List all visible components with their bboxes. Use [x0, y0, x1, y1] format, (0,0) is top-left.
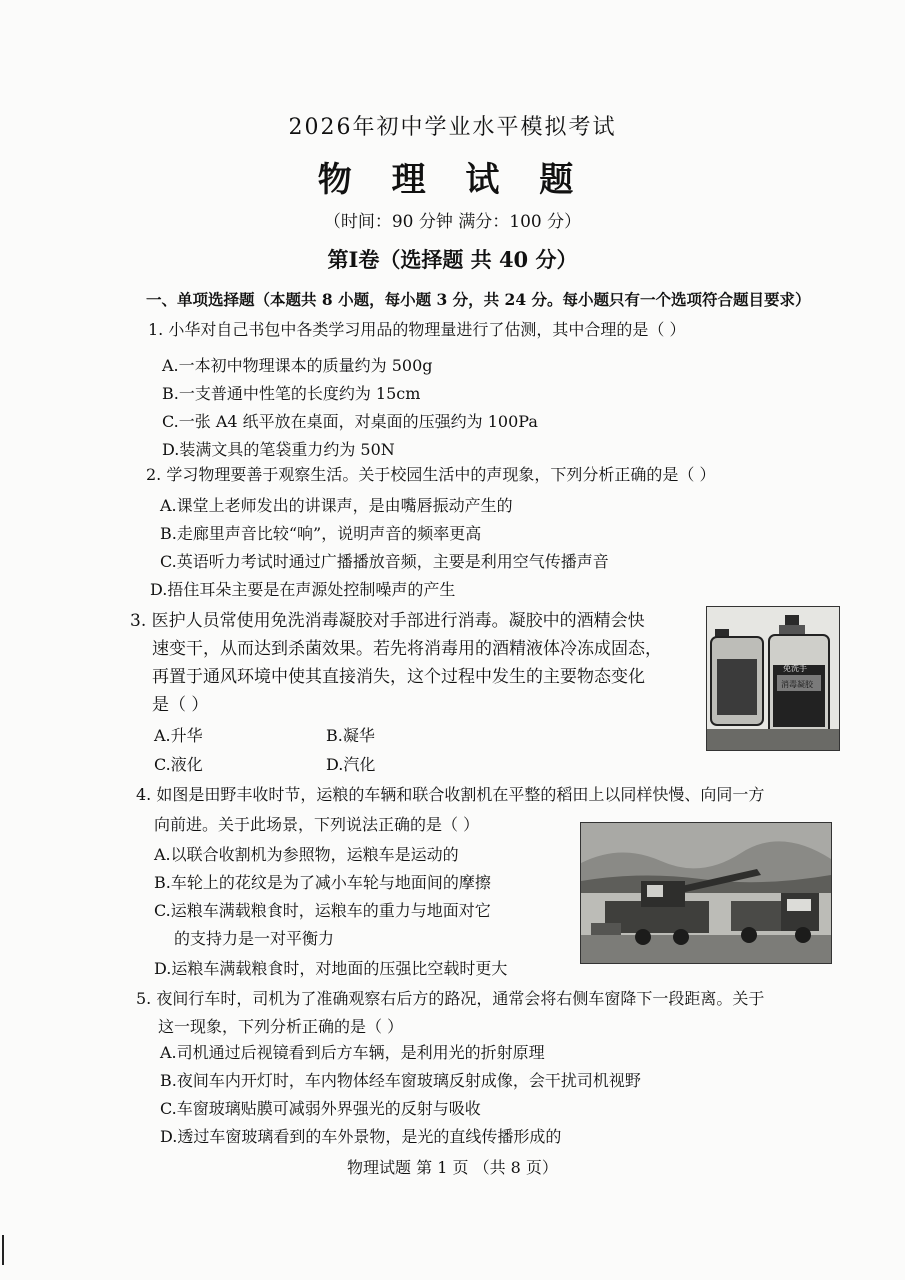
q2-option-b: B.走廊里声音比较“响”，说明声音的频率更高 [160, 524, 482, 543]
q4-stem-line-1: 4. 如图是田野丰收时节，运粮的车辆和联合收割机在平整的稻田上以同样快慢、向同一方 [136, 785, 765, 804]
q5-stem-line-2: 这一现象，下列分析正确的是（ ） [158, 1017, 404, 1036]
q3-stem-line-3: 再置于通风环境中使其直接消失，这个过程中发生的主要物态变化 [152, 667, 645, 687]
bottle-label-product: 消毒凝胶 [781, 680, 813, 689]
q4-option-d: D.运粮车满载粮食时，对地面的压强比空载时更大 [154, 959, 508, 978]
q5-option-c: C.车窗玻璃贴膜可减弱外界强光的反射与吸收 [160, 1099, 481, 1118]
harvest-scene-drawing [581, 823, 831, 963]
q3-stem-line-4: 是（ ） [152, 695, 209, 715]
harvest-scene-figure [580, 822, 832, 964]
q1-option-a: A.一本初中物理课本的质量约为 500g [162, 356, 433, 375]
q2-stem: 2. 学习物理要善于观察生活。关于校园生活中的声现象，下列分析正确的是（ ） [146, 465, 716, 484]
time-info: （时间：90 分钟 满分：100 分） [323, 212, 582, 232]
q5-option-b: B.夜间车内开灯时，车内物体经车窗玻璃反射成像，会干扰司机视野 [160, 1071, 641, 1090]
q3-option-a: A.升华 [154, 726, 203, 745]
q4-option-c-continued: 的支持力是一对平衡力 [174, 929, 335, 948]
q1-option-d: D.装满文具的笔袋重力约为 50N [162, 440, 395, 459]
q5-option-a: A.司机通过后视镜看到后方车辆，是利用光的折射原理 [160, 1043, 545, 1062]
q3-option-d: D.汽化 [326, 755, 376, 774]
q4-option-a: A.以联合收割机为参照物，运粮车是运动的 [154, 845, 459, 864]
scan-edge-mark [2, 1235, 4, 1265]
q2-option-d: D.捂住耳朵主要是在声源处控制噪声的产生 [150, 580, 456, 599]
q1-option-c: C.一张 A4 纸平放在桌面，对桌面的压强约为 100Pa [162, 412, 538, 431]
page-footer: 物理试题 第 1 页 （共 8 页） [347, 1158, 558, 1177]
q3-stem-line-1: 3. 医护人员常使用免洗消毒凝胶对手部进行消毒。凝胶中的酒精会快 [130, 611, 645, 631]
sanitizer-bottles-drawing [707, 607, 839, 750]
q2-option-a: A.课堂上老师发出的讲课声，是由嘴唇振动产生的 [160, 496, 513, 515]
q4-option-c: C.运粮车满载粮食时，运粮车的重力与地面对它 [154, 901, 491, 920]
part-title: 第Ⅰ卷（选择题 共 40 分） [327, 247, 578, 272]
sanitizer-bottles-figure [706, 606, 840, 751]
q4-option-b: B.车轮上的花纹是为了减小车轮与地面间的摩擦 [154, 873, 491, 892]
subject-title: 物 理 试 题 [317, 160, 588, 200]
q3-option-b: B.凝华 [326, 726, 375, 745]
section-title: 一、单项选择题（本题共 8 小题，每小题 3 分，共 24 分。每小题只有一个选项符合题目要求） [146, 290, 811, 309]
q3-option-c: C.液化 [154, 755, 203, 774]
exam-title: 2026年初中学业水平模拟考试 [288, 115, 617, 140]
q1-option-b: B.一支普通中性笔的长度约为 15cm [162, 384, 421, 403]
q5-stem-line-1: 5. 夜间行车时，司机为了准确观察右后方的路况，通常会将右侧车窗降下一段距离。关于 [136, 989, 765, 1008]
q4-stem-line-2: 向前进。关于此场景，下列说法正确的是（ ） [154, 815, 480, 834]
q5-option-d: D.透过车窗玻璃看到的车外景物，是光的直线传播形成的 [160, 1127, 562, 1146]
q2-option-c: C.英语听力考试时通过广播播放音频，主要是利用空气传播声音 [160, 552, 609, 571]
bottle-label-brand: 免洗手 [783, 664, 807, 673]
q1-stem: 1. 小华对自己书包中各类学习用品的物理量进行了估测，其中合理的是（ ） [148, 320, 686, 339]
q3-stem-line-2: 速变干，从而达到杀菌效果。若先将消毒用的酒精液体冷冻成固态， [152, 639, 662, 659]
